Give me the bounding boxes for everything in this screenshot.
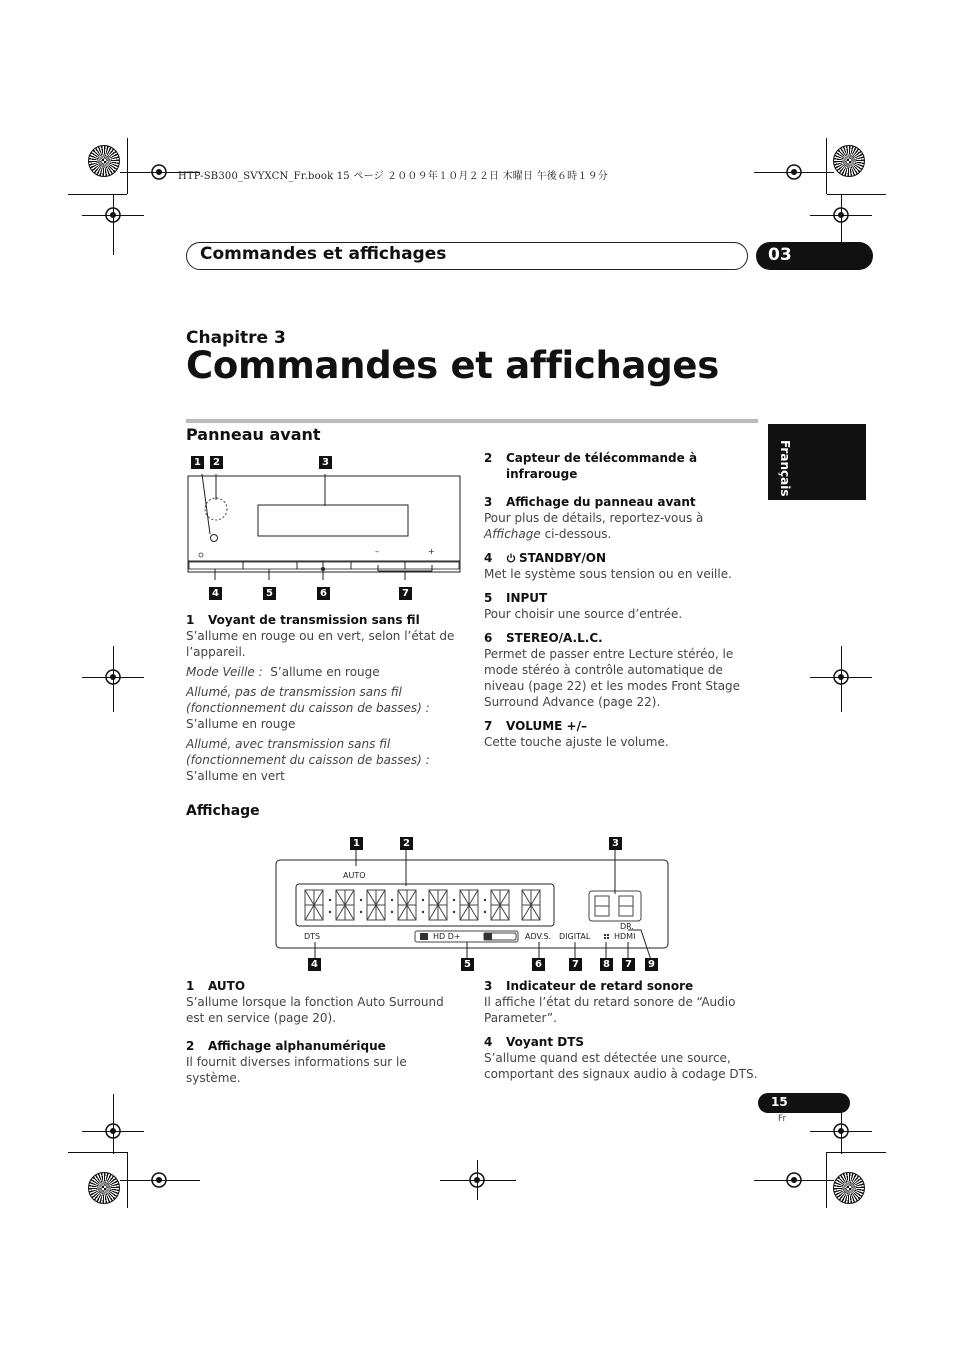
item-description: Cette touche ajuste le volume. [484, 735, 669, 749]
item-description: S’allume lorsque la fonction Auto Surround est en service (page 20). [186, 995, 444, 1025]
item-heading: 4 STANDBY/ON [484, 551, 606, 565]
front-panel-right-column [484, 442, 759, 750]
registration-mark-icon [829, 1119, 853, 1143]
callout-4: 4 [209, 587, 222, 600]
chapter-label: Chapitre 3 [186, 328, 286, 348]
digital-indicator: DIGITAL [559, 932, 591, 941]
display-callout-5: 5 [461, 958, 474, 971]
star-target-icon [833, 145, 865, 177]
language-tab-label: Français [778, 439, 792, 497]
item-description: Permet de passer entre Lecture stéréo, le mode stéréo à contrôle automatique de niveau (page 22) et les modes Front Stage Surround Advance (page 22). [484, 647, 741, 709]
power-icon [506, 553, 516, 563]
allume-pas-value: S’allume en rouge [186, 717, 296, 731]
registration-mark-icon [101, 1119, 125, 1143]
display-section-title: Affichage [186, 803, 260, 819]
section-divider [186, 419, 758, 423]
item-description: Il affiche l’état du retard sonore de “Audio Parameter”. [484, 995, 736, 1025]
item-description: Met le système sous tension ou en veille. [484, 567, 732, 581]
display-callout-4: 4 [308, 958, 321, 971]
auto-indicator: AUTO [343, 871, 366, 880]
chapter-title: Commandes et affichages [186, 344, 719, 387]
page-number: 15 [771, 1095, 788, 1109]
item-heading: 1 Voyant de transmission sans fil [186, 613, 420, 627]
registration-mark-icon [465, 1168, 489, 1192]
front-panel-left-column [186, 604, 461, 784]
item-description: S’allume quand est détectée une source, comportant des signaux audio à codage DTS. [484, 1051, 758, 1081]
display-callout-2: 2 [400, 837, 413, 850]
item-heading: 4 Voyant DTS [484, 1035, 585, 1049]
display-panel-illustration [275, 850, 675, 960]
registration-mark-icon [147, 160, 171, 184]
item-heading: 1 AUTO [186, 979, 246, 993]
callout-2: 2 [210, 456, 223, 469]
mode-veille-row: Mode Veille : S’allume en rouge [186, 665, 380, 679]
item-description: S’allume en rouge ou en vert, selon l’état de l’appareil. [186, 629, 455, 659]
display-callout-3: 3 [609, 837, 622, 850]
header-title: Commandes et affichages [200, 244, 447, 264]
volume-minus-symbol: – [375, 547, 379, 556]
hdmi-indicator: HDMI [614, 932, 636, 941]
callout-3: 3 [319, 456, 332, 469]
callout-1: 1 [191, 456, 204, 469]
dolby-hd-indicator: HD D+ [433, 932, 461, 941]
item-heading: 3 Indicateur de retard sonore [484, 979, 694, 993]
item-description: Pour plus de détails, reportez-vous à Affichage ci-dessous. [484, 511, 704, 541]
star-target-icon [833, 1172, 865, 1204]
item-heading: 5 INPUT [484, 591, 548, 605]
display-callout-7b: 7 [622, 958, 635, 971]
star-target-icon [88, 145, 120, 177]
print-header: HTP-SB300_SVYXCN_Fr.book 15 ページ ２００９年１０月２２日 木曜日 午後６時１９分 [178, 171, 608, 182]
allume-avec-label: Allumé, avec transmission sans fil (fonctionnement du caisson de basses) : [186, 737, 430, 767]
display-callout-9: 9 [645, 958, 658, 971]
registration-mark-icon [829, 203, 853, 227]
front-panel-illustration [186, 474, 462, 580]
item-heading: 2 Affichage alphanumérique [186, 1039, 386, 1053]
display-left-column [186, 970, 464, 1086]
allume-pas-label: Allumé, pas de transmission sans fil (fonctionnement du caisson de basses) : [186, 685, 430, 715]
display-right-column [484, 970, 759, 1082]
dolby-pl-indicator: PL II [497, 933, 512, 941]
allume-avec-value: S’allume en vert [186, 769, 285, 783]
registration-mark-icon [101, 665, 125, 689]
callout-6: 6 [317, 587, 330, 600]
registration-mark-icon [782, 1168, 806, 1192]
registration-mark-icon [782, 160, 806, 184]
registration-mark-icon [829, 665, 853, 689]
section-title: Panneau avant [186, 425, 321, 444]
registration-mark-icon [147, 1168, 171, 1192]
volume-plus-symbol: + [428, 547, 435, 556]
display-callout-8: 8 [600, 958, 613, 971]
dr-indicator: DR. [620, 922, 634, 931]
callout-7: 7 [399, 587, 412, 600]
star-target-icon [88, 1172, 120, 1204]
item-description: Il fournit diverses informations sur le système. [186, 1055, 407, 1085]
item-description: Pour choisir une source d’entrée. [484, 607, 683, 621]
display-callout-6: 6 [532, 958, 545, 971]
item-heading: 2 Capteur de télécommande à infrarouge [484, 451, 698, 481]
callout-5: 5 [263, 587, 276, 600]
display-callout-7: 7 [569, 958, 582, 971]
item-heading: 6 STEREO/A.L.C. [484, 631, 603, 645]
registration-mark-icon [101, 203, 125, 227]
advs-indicator: ADV.S. [525, 932, 552, 941]
page-language: Fr [778, 1114, 787, 1124]
display-callout-1: 1 [350, 837, 363, 850]
dts-indicator: DTS [304, 932, 321, 941]
item-heading: 7 VOLUME +/– [484, 719, 587, 733]
item-heading: 3 Affichage du panneau avant [484, 495, 696, 509]
chapter-number: 03 [768, 245, 792, 265]
